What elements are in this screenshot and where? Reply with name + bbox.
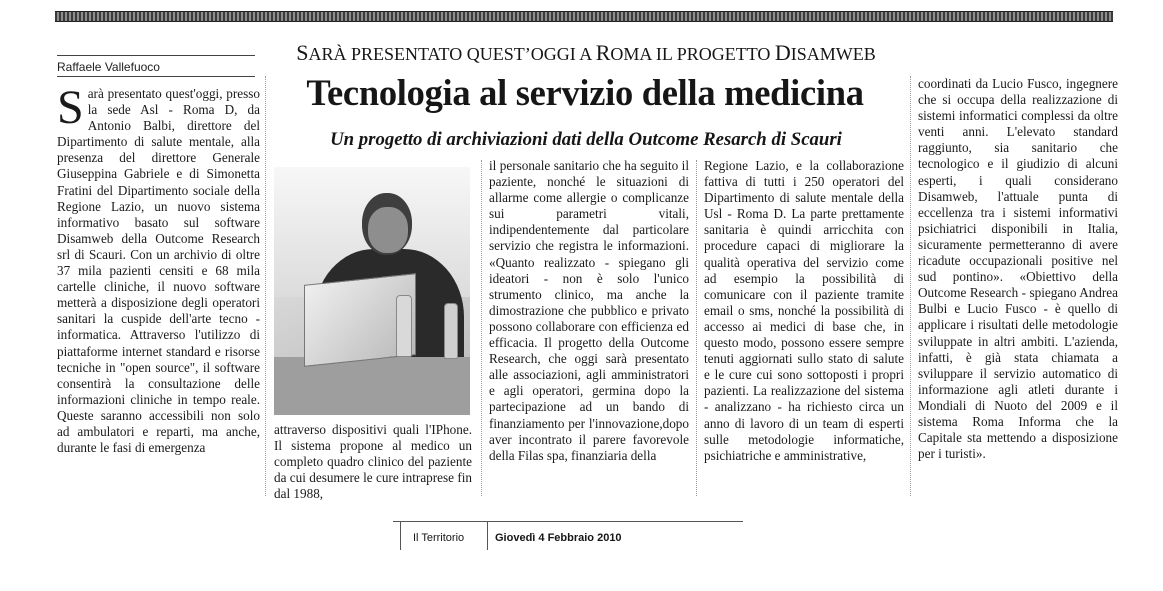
article-column-4: Regione Lazio, e la collaborazione fattiva di tutti i 250 operatori del Dipartimento di salute mentale della Usl - Roma D. La parte prettamente sanitaria è quindi arricchita con procedure capaci di migliorare la qualità operativa del servizio come ad esempio la possibilità di comunicare con il paziente tramite email o sms, nonché la possibilità di accesso ai medici di base che, in questo modo, possono essere sempre tenuti aggiornati sullo stato di salute e le cure cui sono sottoposti i propri pazienti. La realizzazione del sistema - analizzano - ha richiesto circa un anno di lavoro di un team di esperti sulle metodologie informatiche, psichiatriche e amministrative, (704, 158, 904, 463)
column-divider (265, 76, 266, 496)
column-divider (481, 160, 482, 496)
footer-section: Il Territorio (413, 532, 465, 544)
article-column-5: coordinati da Lucio Fusco, ingegnere che si occupa della realizzazione di sistemi informatici complessi da oltre venti anni. L'elevato standard raggiunto, sia sanitario che tecnologico e il giudizio di alcuni esperti, i quali considerano Disamweb, l'attuale punta di eccellenza tra i sistemi informativi psichiatrici disponibili in Italia, sicuramente permetteranno di avere ricadute occupazionali positive nel sud pontino». «Obiettivo della Outcome Research - spiegano Andrea Bulbi e Lucio Fusco - è quello di applicare i risultati delle metodologie sviluppate in altri ambiti. L'azienda, infatti, è già stata chiamata a sviluppare il servizio automatico di informazione agli atleti durante i Mondiali di Nuoto del 2009 e il sistema Roma Informa che la Capitale sta mettendo a disposizione per i turisti». (918, 76, 1118, 462)
top-border-bar (55, 11, 1113, 22)
author-rule (57, 55, 255, 56)
subheadline: Un progetto di archiviazioni dati della Outcome Resarch di Scauri (330, 129, 842, 150)
kicker-text-1: ARÀ PRESENTATO QUEST’OGGI A (308, 44, 596, 64)
kicker-text-3: ISAMWEB (790, 44, 876, 64)
article-photo (274, 167, 470, 415)
kicker-cap-3: D (774, 40, 791, 65)
article-column-2: attraverso dispositivi quali l'IPhone. Il sistema propone al medico un completo quadro clinico del paziente da cui desumere le cure intraprese fin dal 1988, (274, 422, 472, 502)
article-column-1 (57, 81, 260, 456)
kicker-cap-1: S (296, 40, 309, 65)
author-name: Raffaele Vallefuoco (57, 60, 160, 74)
photo-bottle (444, 303, 458, 359)
footer-divider (400, 522, 401, 550)
footer-rule (393, 521, 743, 522)
column-divider (696, 160, 697, 496)
column-1-text: arà presentato quest'oggi, presso la sede Asl - Roma D, da Antonio Balbi, direttore del Dipartimento di salute mentale, alla presenza del direttore Generale Giuseppina Gabriele e di Simonetta Fratini del Dipartimento sociale della Regione Lazio, un nuovo sistema informativo basato sul software Disamweb della Outcome Research srl di Scauri. Con un archivio di oltre 37 mila pazienti censiti e 68 mila cartelle cliniche, il nuovo software metterà a disposizione degli operatori sanitari la cuspide dell'arte tecno - informatica. Attraverso l'utilizzo di piattaforme internet standard e risorse tecniche in "open source", il software consentirà la consultazione delle informazioni cliniche in tempo reale. Queste saranno accessibili non solo ad ambulatori e reparti, ma anche, durante le fasi di emergenza (57, 86, 260, 456)
article-column-3: il personale sanitario che ha seguito il paziente, nonché le situazioni di allarme come allergie o complicanze sui parametri vitali, indipendentemente dal particolare servizio che registra le informazioni. «Quanto realizzato - spiegano gli ideatori - non è solo l'unico strumento clinico, ma anche la dimostrazione che pubblico e privato possono collaborare con efficienza ed efficacia. Il progetto della Outcome Research, che oggi sarà presentato alle associazioni, agli amministratori e agli operatori, germina dopo la partecipazione ad un bando di finanziamento per l'innovazione,dopo aver incontrato il parere favorevole della Filas spa, finanziaria della (489, 158, 689, 463)
footer-divider (487, 522, 488, 550)
kicker (266, 40, 906, 66)
footer-date: Giovedì 4 Febbraio 2010 (495, 532, 622, 544)
headline: Tecnologia al servizio della medicina (306, 72, 864, 113)
photo-bottle (396, 295, 412, 357)
drop-cap: S (57, 81, 84, 134)
kicker-cap-2: R (595, 40, 611, 65)
photo-person-face (368, 207, 408, 253)
column-divider (910, 76, 911, 496)
kicker-text-2: OMA IL PROGETTO (610, 44, 775, 64)
author-rule-bottom (57, 76, 255, 77)
